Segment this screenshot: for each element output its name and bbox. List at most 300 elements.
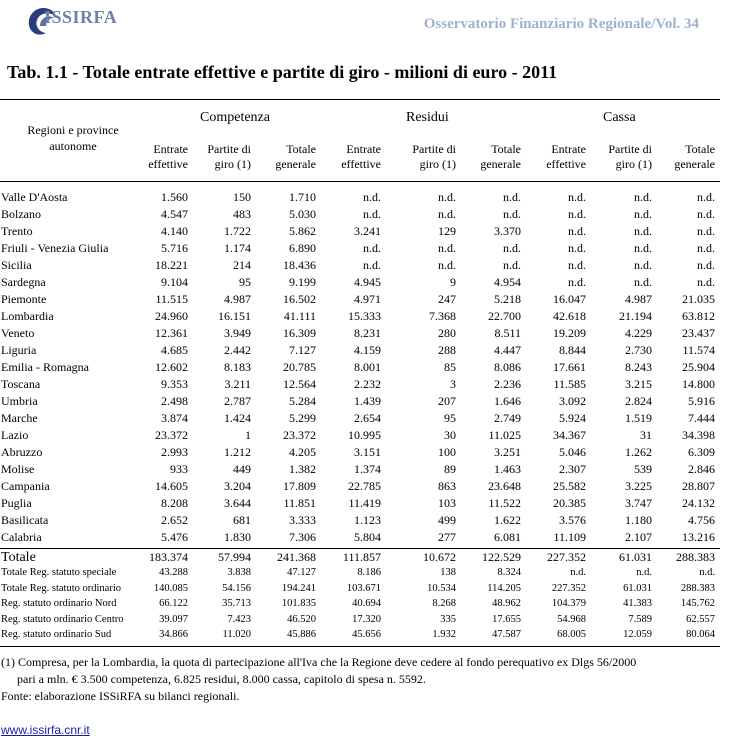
table-cell: 24.132 <box>682 496 715 510</box>
table-cell: 15.333 <box>348 309 381 323</box>
table-cell: n.d. <box>503 190 521 204</box>
table-cell: 24.960 <box>155 309 188 323</box>
table-cell: n.d. <box>363 241 381 255</box>
table-cell: 17.320 <box>352 613 381 625</box>
table-row <box>0 445 720 462</box>
subheader-line: giro (1) <box>214 157 251 171</box>
table-cell: 3.576 <box>559 513 586 527</box>
table-cell: 5.218 <box>494 292 521 306</box>
table-cell: 4.447 <box>494 343 521 357</box>
subheader-line: effettive <box>341 157 381 171</box>
table-cell: 16.309 <box>283 326 316 340</box>
table-row <box>0 190 720 207</box>
table-cell: 1.932 <box>432 629 456 640</box>
table-cell: 104.379 <box>551 598 586 609</box>
table-cell: 12.361 <box>155 326 188 340</box>
row-label: Abruzzo <box>1 445 43 459</box>
table-cell: 277 <box>438 530 456 544</box>
table-cell: 9.199 <box>289 275 316 289</box>
table-row <box>0 207 720 224</box>
column-subheader <box>645 142 715 172</box>
table-cell: 7.127 <box>289 343 316 357</box>
table-cell: 41.111 <box>283 309 316 323</box>
row-label: Toscana <box>1 377 41 391</box>
table-cell: 89 <box>444 462 456 476</box>
table-cell: 5.476 <box>161 530 188 544</box>
table-cell: 5.804 <box>354 530 381 544</box>
table-cell: 1.646 <box>494 394 521 408</box>
table-cell: n.d. <box>568 207 586 221</box>
row-label: Reg. statuto ordinario Sud <box>1 629 112 640</box>
subheader-line: effettive <box>546 157 586 171</box>
region-header-line1: Regioni e province <box>27 123 119 137</box>
table-cell: n.d. <box>438 241 456 255</box>
table-cell: n.d. <box>363 190 381 204</box>
table-cell: 8.183 <box>224 360 251 374</box>
table-cell: 14.800 <box>682 377 715 391</box>
table-row <box>0 275 720 292</box>
table-cell: 7.368 <box>429 309 456 323</box>
table-cell: 11.515 <box>155 292 188 306</box>
table-cell: n.d. <box>636 567 652 578</box>
table-row <box>0 583 720 600</box>
table-cell: 17.655 <box>492 613 521 625</box>
row-label: Marche <box>1 411 38 425</box>
table-cell: 40.694 <box>352 598 381 609</box>
table-cell: 207 <box>438 394 456 408</box>
table-cell: 16.047 <box>553 292 586 306</box>
table-cell: n.d. <box>697 224 715 238</box>
table-cell: n.d. <box>438 190 456 204</box>
table-cell: 1.439 <box>354 394 381 408</box>
table-cell: 63.812 <box>682 309 715 323</box>
group-header-competenza: Competenza <box>200 110 270 125</box>
row-label: Puglia <box>1 496 32 510</box>
table-cell: n.d. <box>568 224 586 238</box>
table-cell: n.d. <box>634 275 652 289</box>
row-label: Trento <box>1 224 33 238</box>
table-cell: 227.352 <box>547 550 586 564</box>
table-cell: 47.587 <box>492 629 521 640</box>
table-row <box>0 309 720 326</box>
totals-separator <box>0 548 720 549</box>
table-cell: 227.352 <box>551 582 586 594</box>
subheader-line: Partite di <box>412 142 456 156</box>
table-cell: 681 <box>233 513 251 527</box>
row-label: Totale <box>1 550 36 565</box>
table-cell: 4.987 <box>224 292 251 306</box>
table-cell: 28.807 <box>682 479 715 493</box>
table-cell: 499 <box>438 513 456 527</box>
table-cell: n.d. <box>634 224 652 238</box>
row-label: Reg. statuto ordinario Centro <box>1 613 124 625</box>
table-cell: n.d. <box>363 258 381 272</box>
subheader-line: giro (1) <box>419 157 456 171</box>
subheader-line: generale <box>480 157 521 171</box>
table-cell: 4.971 <box>354 292 381 306</box>
table-cell: 31 <box>640 428 652 442</box>
table-cell: 11.574 <box>682 343 715 357</box>
table-cell: 3.215 <box>625 377 652 391</box>
table-cell: 5.046 <box>559 445 586 459</box>
table-cell: 8.231 <box>354 326 381 340</box>
table-cell: 7.589 <box>628 613 652 625</box>
table-cell: 2.652 <box>161 513 188 527</box>
table-cell: 2.824 <box>625 394 652 408</box>
table-cell: 21.035 <box>682 292 715 306</box>
table-cell: n.d. <box>697 190 715 204</box>
table-cell: 2.993 <box>161 445 188 459</box>
note-1-line-1: (1) Compresa, per la Lombardia, la quota di partecipazione all'Iva che la Regione deve cedere al fondo perequativo ex Dlgs 56/2000 <box>1 655 637 669</box>
table-title: Tab. 1.1 - Totale entrate effettive e partite di giro - milioni di euro - 2011 <box>7 62 558 82</box>
table-cell: n.d. <box>503 207 521 221</box>
table-cell: 3.644 <box>224 496 251 510</box>
table-top-rule <box>0 99 720 100</box>
column-subheader <box>181 142 251 172</box>
table-cell: 8.844 <box>559 343 586 357</box>
table-cell: 25.582 <box>553 479 586 493</box>
table-cell: 1.174 <box>224 241 251 255</box>
table-row <box>0 513 720 530</box>
table-cell: 933 <box>170 462 188 476</box>
table-cell: 4.159 <box>354 343 381 357</box>
table-cell: 61.031 <box>619 550 652 564</box>
table-cell: n.d. <box>697 275 715 289</box>
table-cell: 4.229 <box>625 326 652 340</box>
table-cell: 3 <box>450 377 456 391</box>
table-cell: 11.020 <box>222 629 251 640</box>
table-cell: 68.005 <box>557 629 586 640</box>
table-cell: 8.511 <box>494 326 521 340</box>
table-row <box>0 428 720 445</box>
table-cell: 5.916 <box>688 394 715 408</box>
table-cell: 9.104 <box>161 275 188 289</box>
group-header-cassa: Cassa <box>603 110 636 125</box>
table-cell: 1.382 <box>289 462 316 476</box>
table-cell: 3.092 <box>559 394 586 408</box>
row-label: Veneto <box>1 326 35 340</box>
table-cell: 288.383 <box>676 550 715 564</box>
column-subheader <box>118 142 188 172</box>
table-cell: 111.857 <box>342 550 381 564</box>
table-cell: 288.383 <box>680 582 715 594</box>
table-bottom-rule <box>0 646 720 647</box>
table-row <box>0 614 720 631</box>
table-cell: 80.064 <box>686 629 715 640</box>
source-note: Fonte: elaborazione ISSiRFA su bilanci regionali. <box>1 689 240 703</box>
table-cell: 3.151 <box>354 445 381 459</box>
table-cell: 39.097 <box>159 613 188 625</box>
table-cell: n.d. <box>570 567 586 578</box>
table-cell: n.d. <box>503 241 521 255</box>
subheader-line: generale <box>275 157 316 171</box>
table-cell: 57.994 <box>218 550 251 564</box>
table-cell: 11.585 <box>553 377 586 391</box>
table-cell: 8.186 <box>357 567 381 578</box>
subheader-line: Entrate <box>346 142 381 156</box>
table-cell: 1.830 <box>224 530 251 544</box>
table-row <box>0 496 720 513</box>
table-cell: 335 <box>440 613 456 625</box>
row-label: Sardegna <box>1 275 46 289</box>
table-cell: 8.001 <box>354 360 381 374</box>
table-row <box>0 598 720 615</box>
table-cell: 5.030 <box>289 207 316 221</box>
table-cell: 8.243 <box>625 360 652 374</box>
table-cell: 1.262 <box>625 445 652 459</box>
table-row <box>0 377 720 394</box>
table-cell: 23.648 <box>488 479 521 493</box>
table-cell: 23.437 <box>682 326 715 340</box>
table-cell: 2.498 <box>161 394 188 408</box>
table-cell: 3.747 <box>625 496 652 510</box>
table-cell: 16.502 <box>283 292 316 306</box>
table-cell: 449 <box>233 462 251 476</box>
logo-text: ISSIRFA <box>44 7 118 27</box>
table-cell: 3.204 <box>224 479 251 493</box>
column-subheader <box>311 142 381 172</box>
row-label: Lombardia <box>1 309 54 323</box>
table-cell: n.d. <box>699 567 715 578</box>
row-label: Sicilia <box>1 258 32 272</box>
table-cell: 35.713 <box>222 598 251 609</box>
table-cell: 3.241 <box>354 224 381 238</box>
table-row <box>0 629 720 646</box>
table-cell: 1 <box>245 428 251 442</box>
table-cell: 539 <box>634 462 652 476</box>
header-rule <box>0 181 720 182</box>
table-cell: 1.180 <box>625 513 652 527</box>
table-row <box>0 258 720 275</box>
table-cell: 7.444 <box>688 411 715 425</box>
table-cell: 138 <box>440 567 456 578</box>
row-label: Calabria <box>1 530 42 544</box>
region-header-line2: autonome <box>49 139 97 153</box>
table-row <box>0 394 720 411</box>
table-cell: 11.419 <box>348 496 381 510</box>
table-cell: 3.838 <box>227 567 251 578</box>
subheader-line: giro (1) <box>615 157 652 171</box>
table-cell: 85 <box>444 360 456 374</box>
table-cell: 5.284 <box>289 394 316 408</box>
table-cell: n.d. <box>634 190 652 204</box>
column-subheader <box>246 142 316 172</box>
table-cell: 194.241 <box>281 582 316 594</box>
table-cell: 103.671 <box>346 582 381 594</box>
table-cell: 280 <box>438 326 456 340</box>
table-row <box>0 411 720 428</box>
table-cell: 145.762 <box>680 598 715 609</box>
table-cell: 8.324 <box>497 567 521 578</box>
table-cell: 22.785 <box>348 479 381 493</box>
publication-title: Osservatorio Finanziario Regionale/Vol. 34 <box>423 16 699 32</box>
table-cell: 30 <box>444 428 456 442</box>
table-cell: 150 <box>233 190 251 204</box>
row-label: Lazio <box>1 428 29 442</box>
table-cell: 12.602 <box>155 360 188 374</box>
table-row <box>0 360 720 377</box>
table-cell: 6.309 <box>688 445 715 459</box>
column-subheader <box>451 142 521 172</box>
table-row <box>0 462 720 479</box>
table-cell: n.d. <box>697 258 715 272</box>
table-cell: 5.862 <box>289 224 316 238</box>
table-cell: 18.221 <box>155 258 188 272</box>
table-cell: 863 <box>438 479 456 493</box>
subheader-line: Totale <box>685 142 715 156</box>
table-cell: 3.949 <box>224 326 251 340</box>
table-cell: 61.031 <box>623 582 652 594</box>
table-cell: 11.522 <box>488 496 521 510</box>
table-cell: n.d. <box>438 207 456 221</box>
table-cell: 42.618 <box>553 309 586 323</box>
table-cell: 247 <box>438 292 456 306</box>
table-cell: 47.127 <box>287 567 316 578</box>
row-label: Emilia - Romagna <box>1 360 89 374</box>
table-cell: 7.423 <box>227 613 251 625</box>
table-cell: 2.307 <box>559 462 586 476</box>
table-row <box>0 292 720 309</box>
column-subheader <box>516 142 586 172</box>
table-cell: 129 <box>438 224 456 238</box>
table-cell: 1.710 <box>289 190 316 204</box>
table-cell: 20.385 <box>553 496 586 510</box>
subheader-line: Totale <box>286 142 316 156</box>
table-cell: 2.787 <box>224 394 251 408</box>
table-cell: 5.716 <box>161 241 188 255</box>
table-cell: 4.987 <box>625 292 652 306</box>
table-cell: 66.122 <box>159 598 188 609</box>
subheader-line: Totale <box>491 142 521 156</box>
table-cell: 10.995 <box>348 428 381 442</box>
table-row <box>0 479 720 496</box>
table-cell: 14.605 <box>155 479 188 493</box>
table-cell: 25.904 <box>682 360 715 374</box>
table-cell: n.d. <box>438 258 456 272</box>
subheader-line: Entrate <box>551 142 586 156</box>
row-label: Campania <box>1 479 50 493</box>
table-cell: 1.560 <box>161 190 188 204</box>
row-label: Valle D'Aosta <box>1 190 68 204</box>
table-cell: 2.232 <box>354 377 381 391</box>
table-cell: 45.656 <box>352 629 381 640</box>
table-cell: 2.730 <box>625 343 652 357</box>
row-label: Totale Reg. statuto speciale <box>1 567 117 578</box>
table-cell: 4.756 <box>688 513 715 527</box>
table-cell: 3.874 <box>161 411 188 425</box>
table-cell: 54.156 <box>222 582 251 594</box>
table-cell: 95 <box>444 411 456 425</box>
row-label: Basilicata <box>1 513 49 527</box>
table-row <box>0 224 720 241</box>
table-cell: 3.251 <box>494 445 521 459</box>
table-row <box>0 550 720 567</box>
table-cell: 45.886 <box>287 629 316 640</box>
table-row <box>0 343 720 360</box>
table-cell: 20.785 <box>283 360 316 374</box>
table-cell: 23.372 <box>283 428 316 442</box>
table-cell: 103 <box>438 496 456 510</box>
subheader-line: Partite di <box>207 142 251 156</box>
table-cell: n.d. <box>568 190 586 204</box>
column-subheader <box>582 142 652 172</box>
table-cell: 11.025 <box>488 428 521 442</box>
table-cell: 19.209 <box>553 326 586 340</box>
table-cell: 48.962 <box>492 598 521 609</box>
row-label: Umbria <box>1 394 38 408</box>
group-header-residui: Residui <box>406 110 449 125</box>
table-cell: 10.534 <box>427 582 456 594</box>
table-cell: 4.547 <box>161 207 188 221</box>
table-row <box>0 241 720 258</box>
table-cell: n.d. <box>568 241 586 255</box>
row-label: Molise <box>1 462 35 476</box>
table-cell: 22.700 <box>488 309 521 323</box>
table-cell: 122.529 <box>482 550 521 564</box>
table-cell: n.d. <box>697 207 715 221</box>
table-cell: 214 <box>233 258 251 272</box>
table-cell: 2.749 <box>494 411 521 425</box>
table-cell: 114.205 <box>487 582 521 594</box>
row-label: Bolzano <box>1 207 41 221</box>
table-cell: 34.398 <box>682 428 715 442</box>
row-label: Liguria <box>1 343 37 357</box>
subheader-line: Partite di <box>608 142 652 156</box>
table-cell: n.d. <box>363 207 381 221</box>
table-cell: 8.268 <box>432 598 456 609</box>
table-cell: n.d. <box>634 241 652 255</box>
table-cell: 8.086 <box>494 360 521 374</box>
table-cell: n.d. <box>568 258 586 272</box>
column-subheader <box>386 142 456 172</box>
table-cell: 1.722 <box>224 224 251 238</box>
table-cell: 23.372 <box>155 428 188 442</box>
table-cell: 4.954 <box>494 275 521 289</box>
table-cell: 13.216 <box>682 530 715 544</box>
table-cell: 3.370 <box>494 224 521 238</box>
website-link[interactable]: www.issirfa.cnr.it <box>1 723 90 737</box>
table-cell: 288 <box>438 343 456 357</box>
table-cell: 1.622 <box>494 513 521 527</box>
table-cell: 18.436 <box>283 258 316 272</box>
table-cell: 10.672 <box>423 550 456 564</box>
table-cell: 16.151 <box>218 309 251 323</box>
table-cell: 9 <box>450 275 456 289</box>
page-header <box>0 0 737 48</box>
table-cell: n.d. <box>697 241 715 255</box>
row-label: Friuli - Venezia Giulia <box>1 241 109 255</box>
table-cell: n.d. <box>634 258 652 272</box>
table-cell: 34.367 <box>553 428 586 442</box>
table-row <box>0 530 720 547</box>
table-cell: 1.424 <box>224 411 251 425</box>
table-cell: 12.059 <box>623 629 652 640</box>
table-cell: 17.661 <box>553 360 586 374</box>
table-cell: 241.368 <box>277 550 316 564</box>
table-cell: 54.968 <box>557 613 586 625</box>
table-cell: 100 <box>438 445 456 459</box>
table-cell: 4.140 <box>161 224 188 238</box>
table-cell: 34.866 <box>159 629 188 640</box>
note-1-line-2: pari a mln. € 3.500 competenza, 6.825 residui, 8.000 cassa, capitolo di spesa n. 5592. <box>17 672 426 686</box>
table-cell: 8.208 <box>161 496 188 510</box>
table-cell: 140.085 <box>153 582 188 594</box>
table-cell: 6.890 <box>289 241 316 255</box>
table-cell: 9.353 <box>161 377 188 391</box>
table-notes <box>1 654 636 705</box>
table-cell: 1.463 <box>494 462 521 476</box>
table-cell: 11.109 <box>553 530 586 544</box>
